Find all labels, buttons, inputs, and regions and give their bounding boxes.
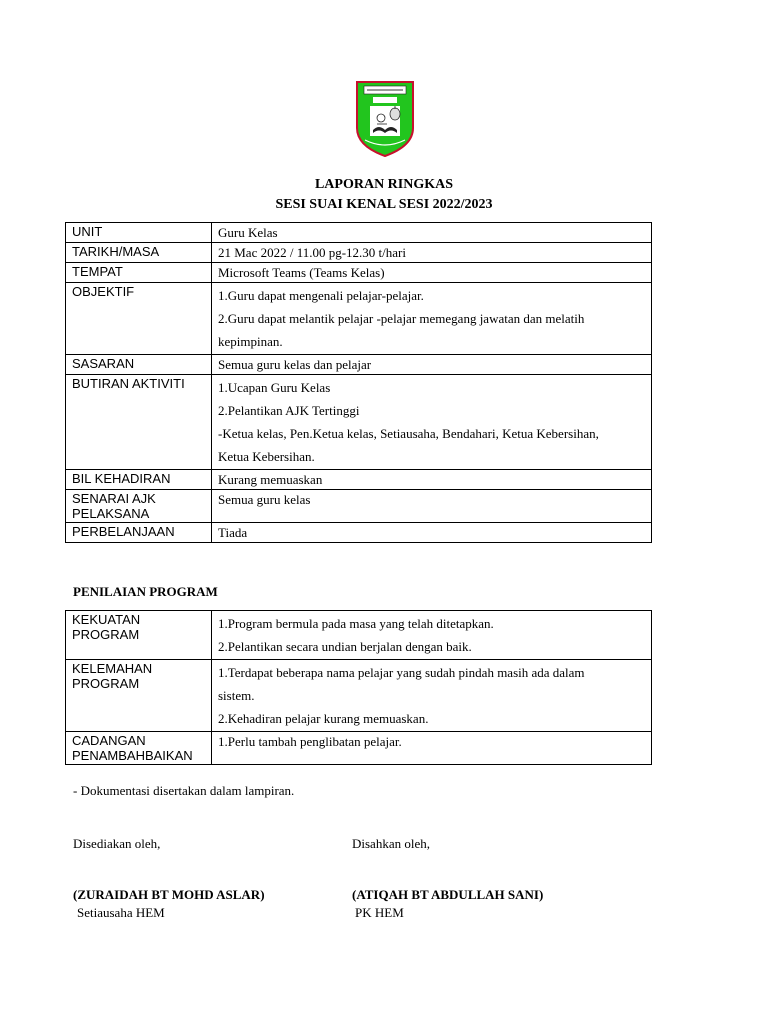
report-title: LAPORAN RINGKAS bbox=[314, 177, 454, 192]
activity-label: BUTIRAN AKTIVITI bbox=[66, 375, 212, 470]
approver-name: (ATIQAH BT ABDULLAH SANI) bbox=[352, 887, 544, 902]
weakness-value: 1.Terdapat beberapa nama pelajar yang sudah pindah masih ada dalam sistem. 2.Kehadiran pelajar kurang memuaskan. bbox=[212, 660, 652, 732]
committee-label: SENARAI AJK PELAKSANA bbox=[66, 490, 212, 523]
place-value: Microsoft Teams (Teams Kelas) bbox=[212, 263, 652, 283]
objective-value: 1.Guru dapat mengenali pelajar-pelajar. 2.Guru dapat melantik pelajar -pelajar memegang jawatan dan melatih kepimpinan. bbox=[212, 283, 652, 355]
approver-role: PK HEM bbox=[355, 905, 404, 920]
evaluation-table bbox=[65, 610, 652, 765]
info-table bbox=[65, 222, 652, 543]
table-row bbox=[66, 470, 652, 490]
table-row bbox=[66, 223, 652, 243]
attendance-label: BIL KEHADIRAN bbox=[66, 470, 212, 490]
date-label: TARIKH/MASA bbox=[66, 243, 212, 263]
target-label: SASARAN bbox=[66, 355, 212, 375]
expense-value: Tiada bbox=[212, 523, 652, 543]
place-label: TEMPAT bbox=[66, 263, 212, 283]
table-row bbox=[66, 732, 652, 765]
committee-value: Semua guru kelas bbox=[212, 490, 652, 523]
target-value: Semua guru kelas dan pelajar bbox=[212, 355, 652, 375]
table-row bbox=[66, 375, 652, 470]
attendance-value: Kurang memuaskan bbox=[212, 470, 652, 490]
prepared-by-label: Disediakan oleh, bbox=[73, 836, 161, 851]
preparer-name: (ZURAIDAH BT MOHD ASLAR) bbox=[73, 887, 265, 902]
strength-value: 1.Program bermula pada masa yang telah ditetapkan. 2.Pelantikan secara undian berjalan dengan baik. bbox=[212, 611, 652, 660]
suggestion-value: 1.Perlu tambah penglibatan pelajar. bbox=[212, 732, 652, 765]
evaluation-heading: PENILAIAN PROGRAM bbox=[73, 584, 218, 599]
date-value: 21 Mac 2022 / 11.00 pg-12.30 t/hari bbox=[212, 243, 652, 263]
report-subtitle: SESI SUAI KENAL SESI 2022/2023 bbox=[275, 197, 493, 212]
table-row bbox=[66, 283, 652, 355]
table-row bbox=[66, 490, 652, 523]
documentation-note: - Dokumentasi disertakan dalam lampiran. bbox=[73, 783, 295, 798]
unit-value: Guru Kelas bbox=[212, 223, 652, 243]
unit-label: UNIT bbox=[66, 223, 212, 243]
preparer-role: Setiausaha HEM bbox=[77, 905, 165, 920]
suggestion-label: CADANGAN PENAMBAHBAIKAN bbox=[66, 732, 212, 765]
table-row bbox=[66, 660, 652, 732]
table-row bbox=[66, 523, 652, 543]
table-row bbox=[66, 355, 652, 375]
activity-value: 1.Ucapan Guru Kelas 2.Pelantikan AJK Tertinggi -Ketua kelas, Pen.Ketua kelas, Setiausaha, Bendahari, Ketua Kebersihan, Ketua Kebersihan. bbox=[212, 375, 652, 470]
table-row bbox=[66, 243, 652, 263]
approved-by-label: Disahkan oleh, bbox=[352, 836, 430, 851]
objective-label: OBJEKTIF bbox=[66, 283, 212, 355]
weakness-label: KELEMAHAN PROGRAM bbox=[66, 660, 212, 732]
strength-label: KEKUATAN PROGRAM bbox=[66, 611, 212, 660]
table-row bbox=[66, 263, 652, 283]
expense-label: PERBELANJAAN bbox=[66, 523, 212, 543]
table-row bbox=[66, 611, 652, 660]
school-crest-icon bbox=[355, 80, 415, 158]
